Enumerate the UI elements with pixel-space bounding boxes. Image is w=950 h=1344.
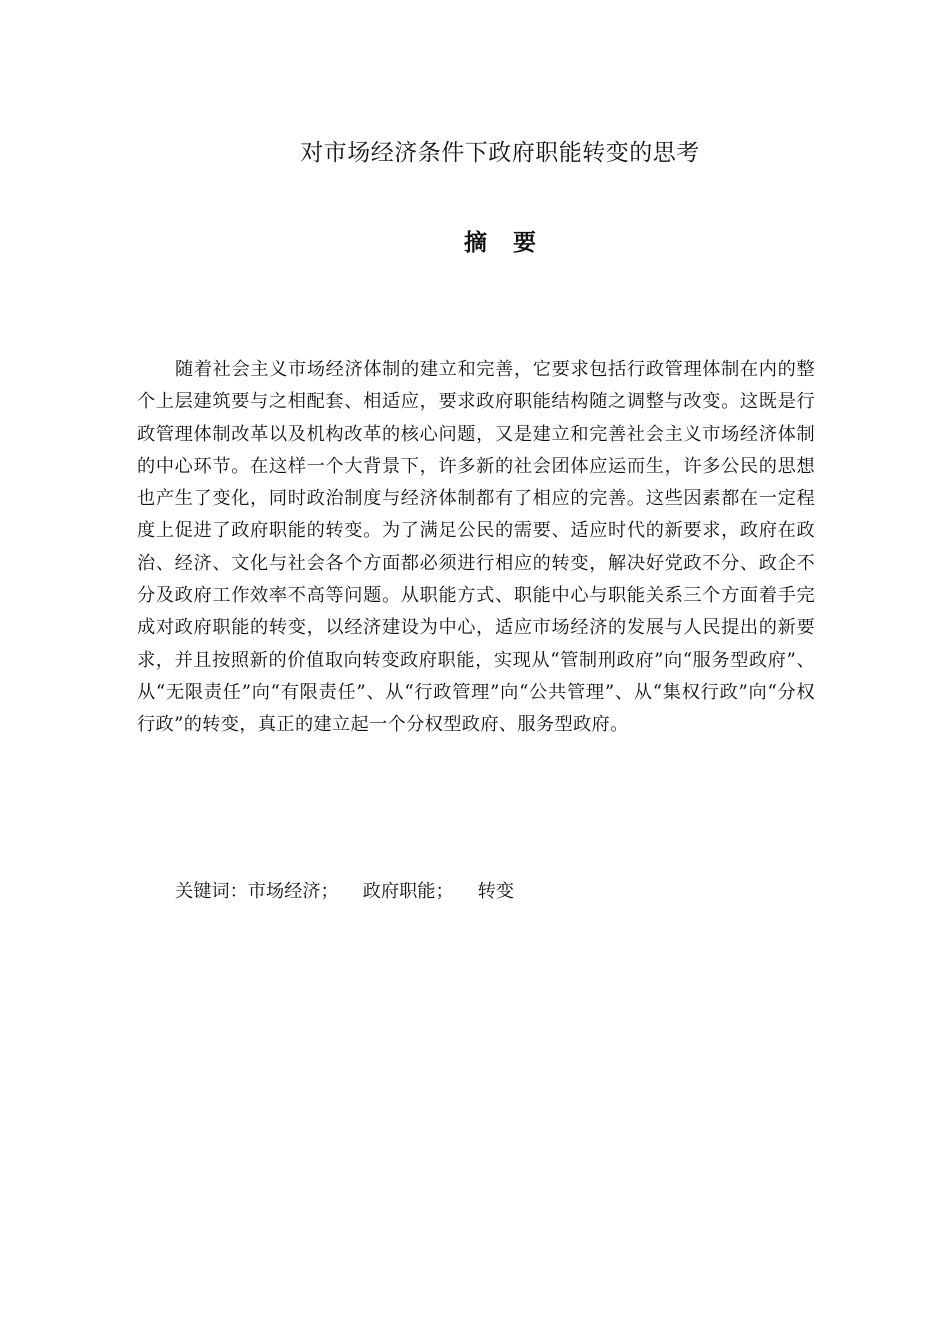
abstract-heading-char-2: 要	[513, 230, 536, 256]
keywords-label: 关键词：	[175, 881, 248, 902]
abstract-paragraph: 随着社会主义市场经济体制的建立和完善，它要求包括行政管理体制在内的整个上层建筑要与之相配套、相适应，要求政府职能结构随之调整与改变。这既是行政管理体制改革以及机构改革的核心问题，又是建立和完善社会主义市场经济体制的中心环节。在这样一个大背景下，许多新的社会团体应运而生，许多公民的思想也产生了变化，同时政治制度与经济体制都有了相应的完善。这些因素都在一定程度上促进了政府职能的转变。为了满足公民的需要、适应时代的新要求，政府在政治、经济、文化与社会各个方面都必须进行相应的转变，解决好党政不分、政企不分及政府工作效率不高等问题。从职能方式、职能中心与职能关系三个方面着手完成对政府职能的转变，以经济建设为中心，适应市场经济的发展与人民提出的新要求，并且按照新的价值取向转变政府职能，实现从“管制刑政府”向“服务型政府”、从“无限责任”向“有限责任”、从“行政管理”向“公共管理”、从“集权行政”向“分权行政”的转变，真正的建立起一个分权型政府、服务型政府。	[137, 359, 815, 736]
abstract-heading-char-1: 摘	[464, 230, 487, 256]
document-title: 对市场经济条件下政府职能转变的思考	[300, 140, 700, 166]
abstract-heading	[0, 226, 950, 260]
keyword-item: 转变	[477, 881, 515, 902]
keyword-item: 市场经济；	[247, 881, 339, 902]
keyword-item: 政府职能；	[362, 881, 454, 902]
keywords-line	[175, 876, 514, 908]
